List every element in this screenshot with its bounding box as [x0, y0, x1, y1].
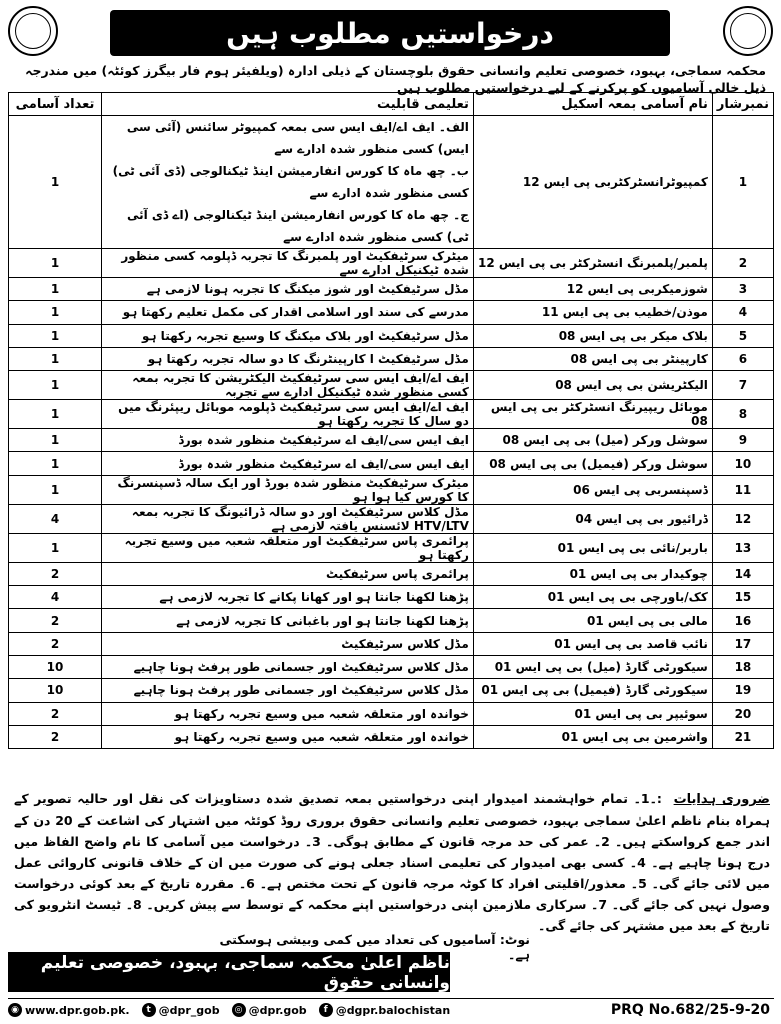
row-qualification: مڈل کلاس سرٹیفکیٹ: [102, 632, 474, 655]
globe-icon: ◉: [8, 1003, 22, 1017]
row-post: کمپیوٹرانسٹرکٹربی پی ایس 12: [473, 116, 712, 249]
table-row: [9, 324, 774, 347]
row-number: 9: [712, 429, 773, 452]
row-count: 2: [9, 725, 102, 748]
row-post: سیکورٹی گارڈ (فیمیل) بی پی ایس 01: [473, 679, 712, 702]
row-count: 1: [9, 371, 102, 400]
row-number: 2: [712, 249, 773, 278]
row-post: موذن/خطیب بی پی ایس 11: [473, 301, 712, 324]
table-row: [9, 301, 774, 324]
table-row: [9, 452, 774, 475]
row-count: 1: [9, 116, 102, 249]
instructions-title: ضروری ہدایات: [673, 792, 770, 807]
row-qualification: ایف اے/ایف ایس سی سرٹیفکیٹ الیکٹریشن کا تجربہ بمعہ کسی منظور شدہ ٹیکنیکل ادارے سے تجربہ: [102, 371, 474, 400]
instructions-text: :۔1۔ تمام خواہشمند امیدوار اپنی درخواستیں بمعہ تصدیق شدہ دستاویزات کی نقل اور حالیہ تصویر کے ہمراہ بنام ناظم اعلیٰ سماجی بہبود، خصوصی تعلیم وانسانی حقوق بروری روڈ کوئٹہ میں اشتہار کی اشاعت کے 20 دن کے اندر جمع کرواسکتے ہیں۔ 2۔ عمر کی حد مرجہ قانون کے مطابق ہوگی۔ 3۔ درخواست میں آسامی کا نام واضح الفاظ میں درج ہونا چاہیے ہے۔ 4۔ کسی بھی امیدوار کی تعلیمی اسناد جعلی ہونے کی صورت میں ان کے خلاف قانونی کاروائی عمل میں لائی جائے گی۔ 5۔ معذور/اقلیتی افراد کا کوٹہ مرجہ قانون کے تحت مختص ہے۔ 6۔ مقررہ تاریخ کے بعد کوئی درخواست وصول نہیں کی جائے گی۔ 7۔ سرکاری ملازمین اپنی درخواستیں اپنے محکمہ کے توسط سے پیش کریں۔ 8۔ ٹیسٹ انٹرویو کی تاریخ کے بعد میں مشتہر کی جائے گی۔: [14, 791, 771, 933]
row-post: سیکورٹی گارڈ (میل) بی پی ایس 01: [473, 655, 712, 678]
row-number: 13: [712, 533, 773, 562]
row-qualification: ایف ایس سی/ایف اے سرٹیفکیٹ منظور شدہ بورڈ: [102, 452, 474, 475]
row-count: 2: [9, 609, 102, 632]
row-number: 14: [712, 562, 773, 585]
row-qualification: ایف اے/ایف ایس سی سرٹیفکیٹ ڈپلومہ موبائل ریپئرنگ میں دو سال کا تجربہ رکھتا ہو: [102, 400, 474, 429]
row-qualification: پرائمری پاس سرٹیفکیٹ: [102, 562, 474, 585]
row-number: 17: [712, 632, 773, 655]
row-qualification: ایف ایس سی/ایف اے سرٹیفکیٹ منظور شدہ بورڈ: [102, 429, 474, 452]
row-post: ڈسپنسربی پی ایس 06: [473, 475, 712, 504]
row-number: 10: [712, 452, 773, 475]
row-qualification: میٹرک سرٹیفکیٹ اور پلمبرنگ کا تجربہ ڈپلومہ کسی منظور شدہ ٹیکنیکل ادارے سے: [102, 249, 474, 278]
table-row: [9, 371, 774, 400]
table-row: [9, 679, 774, 702]
row-number: 16: [712, 609, 773, 632]
row-post: کک/باورچی بی پی ایس 01: [473, 586, 712, 609]
row-count: 2: [9, 562, 102, 585]
row-number: 7: [712, 371, 773, 400]
table-row: [9, 533, 774, 562]
row-post: بلاک میکر بی پی ایس 08: [473, 324, 712, 347]
footer-instagram[interactable]: [232, 1003, 307, 1017]
balochistan-emblem-logo: [8, 6, 58, 56]
footer-facebook[interactable]: [319, 1003, 450, 1017]
row-post: کارپینٹر بی پی ایس 08: [473, 347, 712, 370]
row-count: 2: [9, 702, 102, 725]
row-count: 4: [9, 504, 102, 533]
row-qualification: میٹرک سرٹیفکیٹ منظور شدہ بورڈ اور ایک سالہ ڈسپنسرنگ کا کورس کیا ہوا ہو: [102, 475, 474, 504]
row-qualification: پرائمری پاس سرٹیفکیٹ اور متعلقہ شعبہ میں وسیع تجربہ رکھتا ہو: [102, 533, 474, 562]
note-text: نوٹ: آسامیوں کی تعداد میں کمی وبیشی ہوسکتی ہے۔: [219, 932, 530, 962]
table-row: [9, 116, 774, 249]
row-number: 6: [712, 347, 773, 370]
row-qualification: مڈل سرٹیفکیٹ ا کارپینٹرنگ کا دو سالہ تجربہ رکھتا ہو: [102, 347, 474, 370]
row-post: شوزمیکربی پی ایس 12: [473, 278, 712, 301]
row-post: مالی بی پی ایس 01: [473, 609, 712, 632]
facebook-text: @dgpr.balochistan: [335, 1003, 451, 1017]
website-text: www.dpr.gob.pk.: [25, 1003, 130, 1017]
footer-twitter[interactable]: [142, 1003, 220, 1017]
row-count: 4: [9, 586, 102, 609]
row-number: 3: [712, 278, 773, 301]
row-qualification: [102, 116, 474, 249]
row-post: نائب قاصد بی پی ایس 01: [473, 632, 712, 655]
table-row: [9, 278, 774, 301]
row-count: 1: [9, 429, 102, 452]
vacancies-table: [8, 92, 774, 749]
twitter-text: @dpr_gob: [158, 1003, 220, 1017]
prq-number: PRQ No.682/25-9-20: [610, 1002, 770, 1018]
header-count: تعداد آسامی: [9, 93, 102, 116]
instructions: [14, 788, 770, 936]
signature-box: ناظم اعلیٰ محکمہ سماجی، بہبود، خصوصی تعلیم وانسانی حقوق: [8, 952, 450, 992]
facebook-icon: f: [319, 1003, 333, 1017]
header-post: نام آسامی بمعہ اسکیل: [473, 93, 712, 116]
row-qualification: پڑھنا لکھنا جانتا ہو اور باغبانی کا تجربہ لازمی ہے: [102, 609, 474, 632]
row-number: 12: [712, 504, 773, 533]
row-qualification: مڈل کلاس سرٹیفکیٹ اور جسمانی طور پرفٹ ہونا چاہیے: [102, 679, 474, 702]
table-row: [9, 429, 774, 452]
row-post: پلمبر/پلمبرنگ انسٹرکٹر بی پی ایس 12: [473, 249, 712, 278]
row-count: 1: [9, 278, 102, 301]
row-post: واشرمین بی پی ایس 01: [473, 725, 712, 748]
row-post: ڈرائیور بی پی ایس 04: [473, 504, 712, 533]
footer: [8, 998, 774, 1021]
table-row: [9, 655, 774, 678]
instagram-text: @dpr.gob: [248, 1003, 307, 1017]
table-row: [9, 347, 774, 370]
row-number: 18: [712, 655, 773, 678]
table-row: [9, 725, 774, 748]
row-qualification: مدرسے کی سند اور اسلامی اقدار کی مکمل تعلیم رکھتا ہو: [102, 301, 474, 324]
row-count: 1: [9, 324, 102, 347]
row-number: 1: [712, 116, 773, 249]
row-post: موبائل ریپیرنگ انسٹرکٹر بی پی ایس 08: [473, 400, 712, 429]
table-row: [9, 609, 774, 632]
row-count: 1: [9, 400, 102, 429]
qualification-line: ب۔ چھ ماہ کا کورس انفارمیشن اینڈ ٹیکنالوجی (ڈی آئی ٹی) کسی منظور شدہ ادارے سے: [112, 164, 469, 200]
footer-website[interactable]: [8, 1003, 130, 1017]
row-post: الیکٹریشن بی پی ایس 08: [473, 371, 712, 400]
header-number: نمبرشار: [712, 93, 773, 116]
row-number: 11: [712, 475, 773, 504]
row-count: 1: [9, 475, 102, 504]
table-row: [9, 632, 774, 655]
row-number: 8: [712, 400, 773, 429]
table-row: [9, 249, 774, 278]
row-number: 5: [712, 324, 773, 347]
row-qualification: مڈل سرٹیفکیٹ اور بلاک میکنگ کا وسیع تجربہ رکھتا ہو: [102, 324, 474, 347]
row-count: 10: [9, 655, 102, 678]
row-count: 1: [9, 347, 102, 370]
row-count: 1: [9, 452, 102, 475]
row-number: 4: [712, 301, 773, 324]
row-number: 20: [712, 702, 773, 725]
header-qualification: تعلیمی قابلیت: [102, 93, 474, 116]
row-qualification: خواندہ اور متعلقہ شعبہ میں وسیع تجربہ رکھتا ہو: [102, 702, 474, 725]
row-post: چوکیدار بی پی ایس 01: [473, 562, 712, 585]
row-post: سوئیپر بی پی ایس 01: [473, 702, 712, 725]
table-row: [9, 702, 774, 725]
row-count: 10: [9, 679, 102, 702]
row-count: 1: [9, 249, 102, 278]
row-number: 19: [712, 679, 773, 702]
instagram-icon: ◎: [232, 1003, 246, 1017]
table-row: [9, 586, 774, 609]
row-qualification: مڈل کلاس سرٹیفکیٹ اور جسمانی طور پرفٹ ہونا چاہیے: [102, 655, 474, 678]
row-qualification: خواندہ اور متعلقہ شعبہ میں وسیع تجربہ رکھتا ہو: [102, 725, 474, 748]
row-count: 1: [9, 301, 102, 324]
row-qualification: مڈل کلاس سرٹیفکیٹ اور دو سالہ ڈرائیونگ کا تجربہ بمعہ HTV/LTV لائسنس یافتہ لازمی ہے: [102, 504, 474, 533]
page-title: درخواستیں مطلوب ہیں: [110, 10, 670, 56]
qualification-line: ج۔ چھ ماہ کا کورس انفارمیشن اینڈ ٹیکنالوجی (اے ڈی آئی ٹی) کسی منظور شدہ ادارے سے: [126, 208, 469, 244]
table-row: [9, 400, 774, 429]
twitter-icon: t: [142, 1003, 156, 1017]
table-row: [9, 562, 774, 585]
row-post: باربر/نائی بی پی ایس 01: [473, 533, 712, 562]
row-count: 2: [9, 632, 102, 655]
row-post: سوشل ورکر (میل) بی پی ایس 08: [473, 429, 712, 452]
row-number: 21: [712, 725, 773, 748]
row-number: 15: [712, 586, 773, 609]
qualification-line: الف۔ ایف اے/ایف ایس سی بمعہ کمپیوٹر سائنس (آئی سی ایس) کسی منظور شدہ ادارے سے: [126, 120, 469, 156]
row-qualification: مڈل سرٹیفکیٹ اور شوز میکنگ کا تجربہ ہونا لازمی ہے: [102, 278, 474, 301]
row-post: سوشل ورکر (فیمیل) بی پی ایس 08: [473, 452, 712, 475]
department-seal-logo: [723, 6, 773, 56]
table-row: [9, 504, 774, 533]
row-count: 1: [9, 533, 102, 562]
intro-text: محکمہ سماجی، بہبود، خصوصی تعلیم وانسانی حقوق بلوچستان کے ذیلی ادارہ (ویلفیئر ہوم فار بیگرز کوئٹہ) میں مندرجہ ذیل خالی آسامیوں کو پرکرنے کے لیے درخواستیں مطلوب ہیں: [25, 63, 766, 95]
table-row: [9, 475, 774, 504]
row-qualification: پڑھنا لکھنا جانتا ہو اور کھانا پکانے کا تجربہ لازمی ہے: [102, 586, 474, 609]
